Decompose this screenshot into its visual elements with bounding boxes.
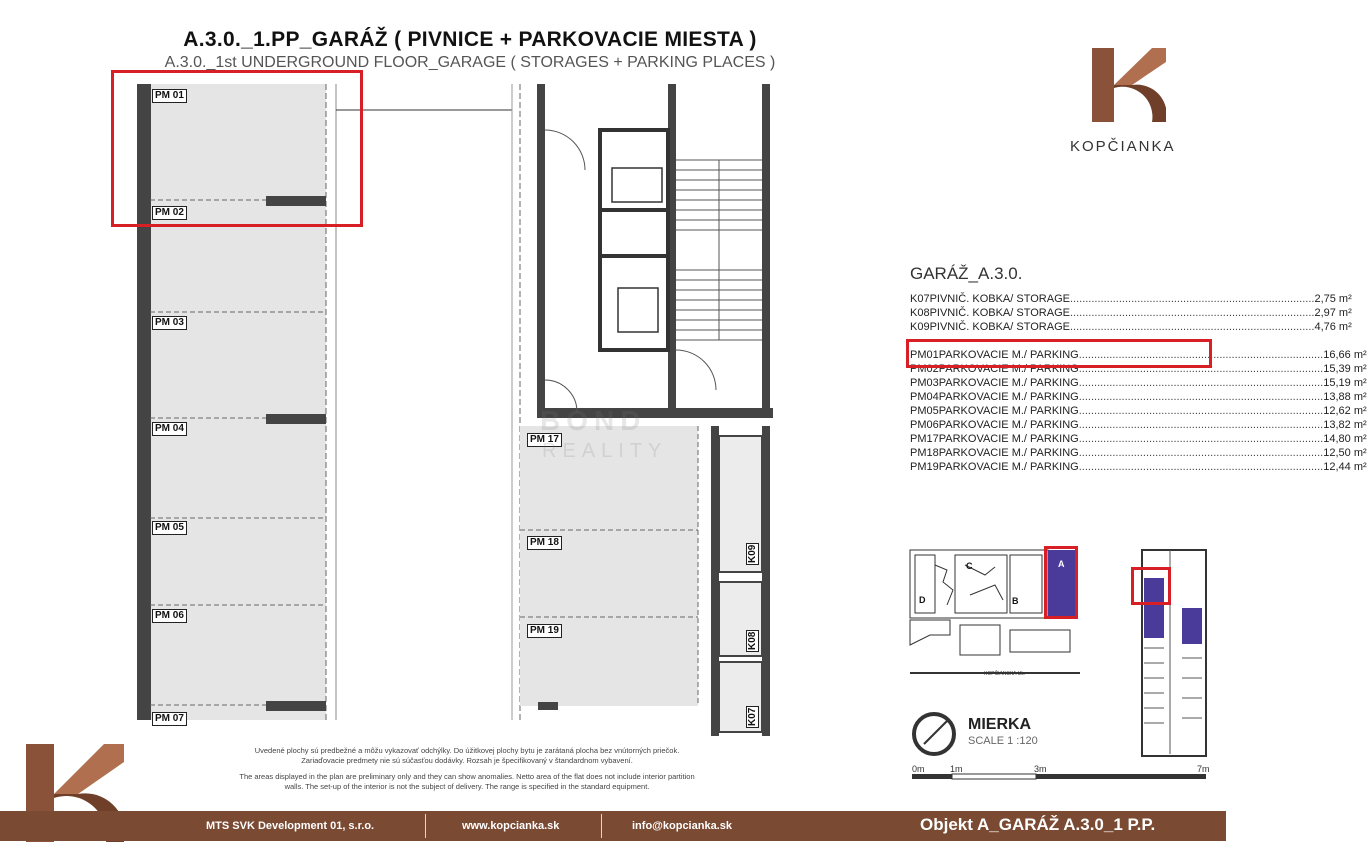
row-leader-dots: ................................................................................ xyxy=(1069,321,1315,333)
area-table-row xyxy=(910,376,1367,390)
plan-label-k08: K08 xyxy=(747,631,758,650)
area-table-row xyxy=(910,446,1367,460)
highlight-pm01-table xyxy=(906,339,1212,368)
plan-label-pm01: PM 01 xyxy=(152,89,187,103)
row-area: 12,62 m² xyxy=(1323,405,1367,417)
area-table-row xyxy=(910,306,1352,320)
row-area: 15,19 m² xyxy=(1323,377,1367,389)
scale-tick-7: 7m xyxy=(1197,764,1210,774)
plan-label-pm05: PM 05 xyxy=(152,521,187,535)
row-description: PARKOVACIE M./ PARKING xyxy=(938,349,1079,361)
block-label-d: D xyxy=(919,595,926,605)
block-label-a: A xyxy=(1058,559,1065,569)
footer-company: MTS SVK Development 01, s.r.o. xyxy=(206,820,375,832)
row-description: PIVNIČ. KOBKA/ STORAGE xyxy=(929,307,1070,319)
scale-value: SCALE 1 :120 xyxy=(968,735,1038,747)
plan-label-pm02: PM 02 xyxy=(152,206,187,220)
row-description: PARKOVACIE M./ PARKING xyxy=(938,405,1079,417)
row-area: 4,76 m² xyxy=(1314,321,1352,333)
row-description: PARKOVACIE M./ PARKING xyxy=(938,433,1079,445)
area-table-row xyxy=(910,460,1367,474)
row-area: 2,97 m² xyxy=(1314,307,1352,319)
row-code: PM05 xyxy=(910,405,939,417)
row-code: PM01 xyxy=(910,349,939,361)
area-table-row xyxy=(910,404,1367,418)
row-description: PIVNIČ. KOBKA/ STORAGE xyxy=(929,293,1070,305)
row-description: PARKOVACIE M./ PARKING xyxy=(938,363,1079,375)
scale-tick-1: 1m xyxy=(950,764,963,774)
scale-tick-3: 3m xyxy=(1034,764,1047,774)
row-leader-dots: ................................................................................ xyxy=(1078,447,1324,459)
row-area: 14,80 m² xyxy=(1323,433,1367,445)
highlight-pm01-plan xyxy=(111,70,363,227)
row-leader-dots: ................................................................................ xyxy=(1069,293,1315,305)
row-leader-dots: ................................................................................ xyxy=(1078,461,1324,473)
row-leader-dots: ................................................................................ xyxy=(1078,419,1324,431)
block-label-c: C xyxy=(966,561,973,571)
plan-label-pm19: PM 19 xyxy=(527,624,562,638)
row-leader-dots: ................................................................................ xyxy=(1078,377,1324,389)
row-code: PM03 xyxy=(910,377,939,389)
plan-label-pm06: PM 06 xyxy=(152,609,187,623)
row-code: K07 xyxy=(910,293,930,305)
watermark-line1: BOND xyxy=(540,405,647,436)
area-table-row xyxy=(910,390,1367,404)
plan-label-pm17: PM 17 xyxy=(527,433,562,447)
area-table-title: GARÁŽ_A.3.0. xyxy=(910,264,1023,283)
row-description: PARKOVACIE M./ PARKING xyxy=(938,391,1079,403)
watermark-line2: REALITY xyxy=(542,440,668,462)
scale-tick-0: 0m xyxy=(912,764,925,774)
kopcianka-logo-icon xyxy=(1092,48,1166,122)
row-code: K09 xyxy=(910,321,930,333)
row-area: 13,88 m² xyxy=(1323,391,1367,403)
block-label-b: B xyxy=(1012,596,1019,606)
area-table-row xyxy=(910,418,1367,432)
footer-object-label: Objekt A_GARÁŽ A.3.0_1 P.P. xyxy=(920,815,1156,834)
row-leader-dots: ................................................................................ xyxy=(1069,307,1315,319)
area-table-row xyxy=(910,292,1352,306)
row-leader-dots: ................................................................................ xyxy=(1078,363,1324,375)
area-table-row xyxy=(910,320,1352,334)
footer-separator xyxy=(425,814,426,838)
brand-name: KOPČIANKA xyxy=(1070,138,1176,155)
row-description: PARKOVACIE M./ PARKING xyxy=(938,461,1079,473)
area-table-row xyxy=(910,432,1367,446)
plan-label-pm07: PM 07 xyxy=(152,712,187,726)
row-area: 12,44 m² xyxy=(1323,461,1367,473)
row-description: PARKOVACIE M./ PARKING xyxy=(938,447,1079,459)
row-area: 2,75 m² xyxy=(1314,293,1352,305)
street-label: KOPČIANSKA UL. xyxy=(984,671,1026,677)
row-code: PM02 xyxy=(910,363,939,375)
highlight-location xyxy=(1131,567,1171,605)
plan-label-pm18: PM 18 xyxy=(527,536,562,550)
row-code: PM17 xyxy=(910,433,939,445)
page-title: A.3.0._1.PP_GARÁŽ ( PIVNICE + PARKOVACIE MIESTA ) xyxy=(183,28,757,51)
row-leader-dots: ................................................................................ xyxy=(1078,405,1324,417)
row-area: 12,50 m² xyxy=(1323,447,1367,459)
plan-label-k09: K09 xyxy=(747,544,758,563)
row-area: 15,39 m² xyxy=(1323,363,1367,375)
row-description: PARKOVACIE M./ PARKING xyxy=(938,377,1079,389)
row-code: PM04 xyxy=(910,391,939,403)
note-slovak: Uvedené plochy sú predbežné a môžu vykazovať odchýlky. Do úžitkovej plochy bytu je zarátaná plocha bez vnútorných priečok. Zariaďovacie predmety nie sú súčasťou dodávky. Rozsah je špecifikovaný v štandardnom vybavení. xyxy=(254,746,680,765)
row-leader-dots: ................................................................................ xyxy=(1078,349,1324,361)
row-area: 16,66 m² xyxy=(1323,349,1367,361)
row-code: K08 xyxy=(910,307,930,319)
plan-label-pm04: PM 04 xyxy=(152,422,187,436)
row-leader-dots: ................................................................................ xyxy=(1078,433,1324,445)
footer-website-link[interactable]: www.kopcianka.sk xyxy=(462,820,560,832)
highlight-block-a xyxy=(1044,546,1078,619)
scale-bar xyxy=(912,774,1208,780)
plan-label-k07: K07 xyxy=(747,707,758,726)
footer-separator xyxy=(601,814,602,838)
compass-icon xyxy=(910,710,960,760)
row-description: PARKOVACIE M./ PARKING xyxy=(938,419,1079,431)
row-description: PIVNIČ. KOBKA/ STORAGE xyxy=(929,321,1070,333)
row-code: PM19 xyxy=(910,461,939,473)
row-code: PM18 xyxy=(910,447,939,459)
row-area: 13,82 m² xyxy=(1323,419,1367,431)
footer-email-link[interactable]: info@kopcianka.sk xyxy=(632,820,732,832)
scale-title: MIERKA xyxy=(968,716,1032,733)
row-leader-dots: ................................................................................ xyxy=(1078,391,1324,403)
note-english: The areas displayed in the plan are preliminary only and they can show anomalies. Netto area of the flat does not include interior partition walls. The set-up of the interior is not the subject of delivery. The range is specified in the standard equipment. xyxy=(239,772,695,791)
row-code: PM06 xyxy=(910,419,939,431)
plan-label-pm03: PM 03 xyxy=(152,316,187,330)
page-subtitle: A.3.0._1st UNDERGROUND FLOOR_GARAGE ( STORAGES + PARKING PLACES ) xyxy=(164,54,776,71)
